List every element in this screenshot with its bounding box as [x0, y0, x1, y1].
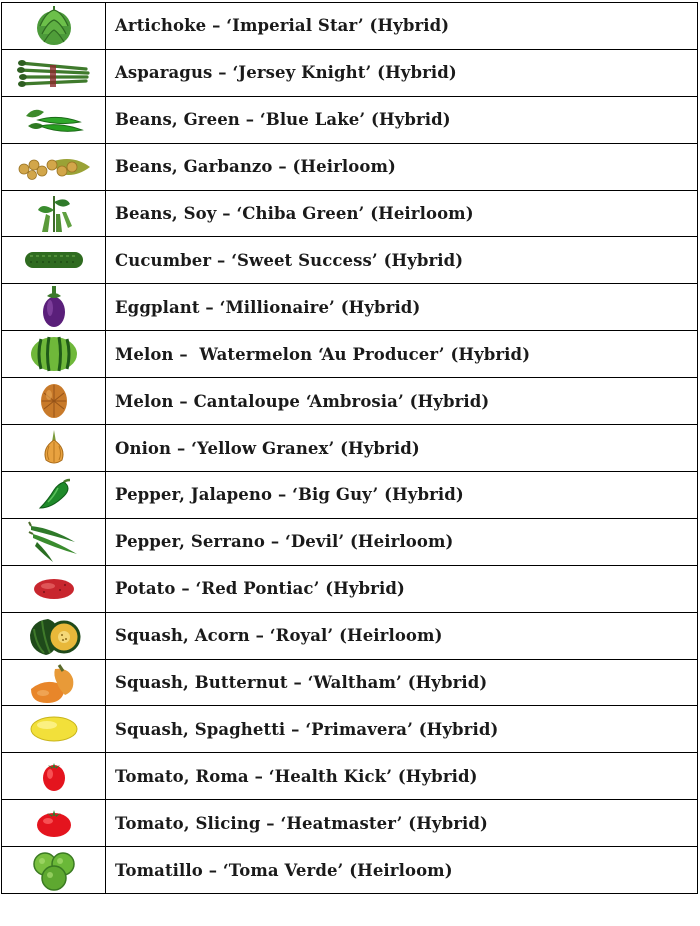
table-row [2, 706, 698, 753]
icon-cell [2, 518, 106, 565]
icon-cell [2, 847, 106, 894]
soy-beans-icon [32, 192, 76, 236]
vegetable-label: Melon – Cantaloupe ‘Ambrosia’ (Hybrid) [106, 378, 698, 425]
vegetable-label: Asparagus – ‘Jersey Knight’ (Hybrid) [106, 49, 698, 96]
vegetable-label: Onion – ‘Yellow Granex’ (Hybrid) [106, 425, 698, 472]
vegetable-label: Eggplant – ‘Millionaire’ (Hybrid) [106, 284, 698, 331]
table-row [2, 847, 698, 894]
icon-cell [2, 143, 106, 190]
table-row [2, 378, 698, 425]
vegetable-label: Beans, Green – ‘Blue Lake’ (Hybrid) [106, 96, 698, 143]
cucumber-icon [22, 247, 86, 273]
table-row [2, 518, 698, 565]
icon-cell [2, 706, 106, 753]
garbanzo-beans-icon [14, 151, 94, 183]
table-row [2, 331, 698, 378]
icon-cell [2, 800, 106, 847]
icon-cell [2, 565, 106, 612]
vegetable-label: Cucumber – ‘Sweet Success’ (Hybrid) [106, 237, 698, 284]
icon-cell [2, 472, 106, 519]
icon-cell [2, 3, 106, 50]
vegetable-label: Squash, Butternut – ‘Waltham’ (Hybrid) [106, 659, 698, 706]
vegetable-table [1, 2, 698, 894]
vegetable-label: Beans, Soy – ‘Chiba Green’ (Heirloom) [106, 190, 698, 237]
vegetable-label: Squash, Acorn – ‘Royal’ (Heirloom) [106, 612, 698, 659]
slicing-tomato-icon [35, 807, 73, 839]
artichoke-icon [30, 4, 78, 48]
serrano-pepper-icon [27, 520, 81, 564]
watermelon-icon [29, 335, 79, 373]
tomatillo-icon [29, 848, 79, 892]
vegetable-label: Tomatillo – ‘Toma Verde’ (Heirloom) [106, 847, 698, 894]
table-row [2, 96, 698, 143]
icon-cell [2, 96, 106, 143]
table-row [2, 3, 698, 50]
jalapeno-icon [34, 478, 74, 512]
vegetable-label: Pepper, Jalapeno – ‘Big Guy’ (Hybrid) [106, 472, 698, 519]
table-row [2, 659, 698, 706]
table-row [2, 425, 698, 472]
vegetable-label: Artichoke – ‘Imperial Star’ (Hybrid) [106, 3, 698, 50]
table-row [2, 565, 698, 612]
vegetable-label: Tomato, Roma – ‘Health Kick’ (Hybrid) [106, 753, 698, 800]
icon-cell [2, 659, 106, 706]
green-beans-icon [22, 102, 86, 138]
icon-cell [2, 612, 106, 659]
table-row [2, 190, 698, 237]
asparagus-icon [16, 55, 92, 91]
vegetable-label: Potato – ‘Red Pontiac’ (Hybrid) [106, 565, 698, 612]
cantaloupe-icon [38, 381, 70, 421]
table-row [2, 753, 698, 800]
icon-cell [2, 378, 106, 425]
vegetable-label: Pepper, Serrano – ‘Devil’ (Heirloom) [106, 518, 698, 565]
table-row [2, 237, 698, 284]
table-row [2, 472, 698, 519]
icon-cell [2, 190, 106, 237]
table-row [2, 49, 698, 96]
icon-cell [2, 331, 106, 378]
roma-tomato-icon [39, 759, 69, 793]
icon-cell [2, 237, 106, 284]
vegetable-label: Tomato, Slicing – ‘Heatmaster’ (Hybrid) [106, 800, 698, 847]
spaghetti-squash-icon [29, 714, 79, 744]
icon-cell [2, 49, 106, 96]
icon-cell [2, 753, 106, 800]
table-row [2, 612, 698, 659]
acorn-squash-icon [26, 615, 82, 657]
butternut-squash-icon [29, 661, 79, 705]
icon-cell [2, 425, 106, 472]
vegetable-label: Squash, Spaghetti – ‘Primavera’ (Hybrid) [106, 706, 698, 753]
eggplant-icon [39, 284, 69, 330]
icon-cell [2, 284, 106, 331]
table-row [2, 284, 698, 331]
table-row [2, 800, 698, 847]
table-row [2, 143, 698, 190]
vegetable-label: Melon – Watermelon ‘Au Producer’ (Hybrid) [106, 331, 698, 378]
potato-icon [32, 576, 76, 602]
onion-icon [40, 428, 68, 468]
vegetable-label: Beans, Garbanzo – (Heirloom) [106, 143, 698, 190]
